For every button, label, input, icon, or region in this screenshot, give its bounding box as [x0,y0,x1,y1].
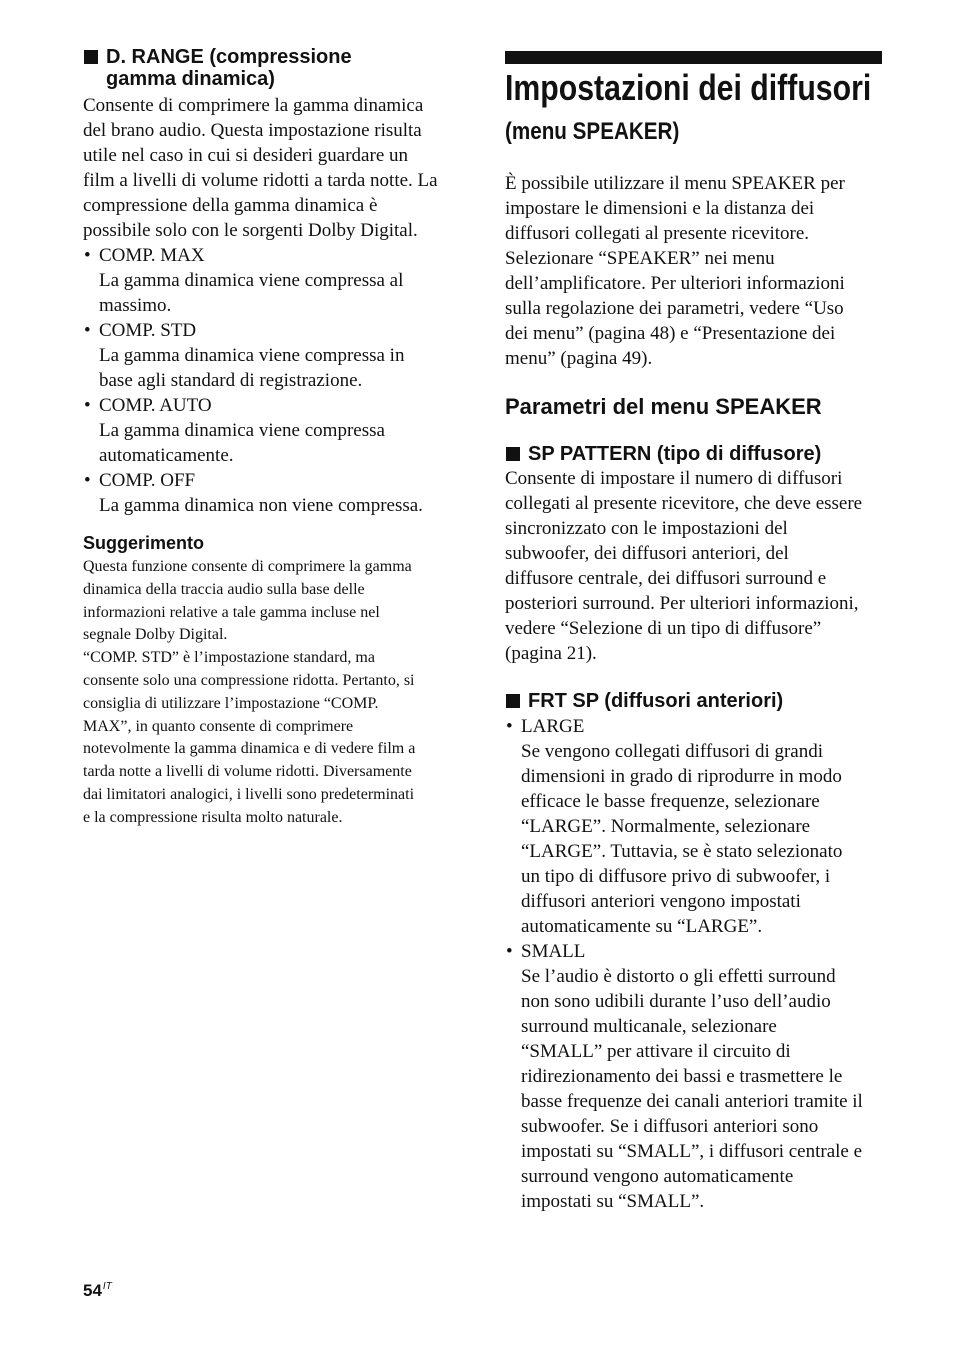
drange-heading [83,46,463,90]
drange-intro: Consente di comprimere la gamma dinamica del brano audio. Questa impostazione risulta utile nel caso in cui si desideri guardare un film a livelli di volume ridotti a tarda notte. La compressione della gamma dinamica è possibile solo con le sorgenti Dolby Digital. [83,95,438,241]
sp-pattern-text: Consente di impostare il numero di diffusori collegati al presente ricevitore, che deve essere sincronizzato con le impostazioni del subwoofer, dei diffusori anteriori, del diffusore centrale, dei diffusori surround e posteriori surround. Per ulteriori informazioni, vedere “Selezione di un tipo di diffusore” (pagina 21). [505,468,863,664]
option-desc: La gamma dinamica viene compressa automaticamente. [99,420,385,466]
bullet-dot-icon: • [84,470,91,491]
list-item [83,468,468,518]
speaker-intro: È possibile utilizzare il menu SPEAKER per impostare le dimensioni e la distanza dei diffusori collegati al presente ricevitore. Selezionare “SPEAKER” nei menu dell’amplificatore. Per ulteriori informazioni sulla regolazione dei parametri, vedere “Uso dei menu” (pagina 48) e “Presentazione dei menu” (pagina 49). [505,173,845,369]
list-item [505,939,890,1214]
option-desc: Se l’audio è distorto o gli effetti surround non sono udibili durante l’uso dell’audio surround multicanale, selezionare “SMALL” per attivare il circuito di ridirezionamento dei bassi e trasmettere le basse frequenze dei canali anteriori tramite il subwoofer. Se i diffusori anteriori sono impostati su “SMALL”, i diffusori centrale e surround vengono automaticamente impostati su “SMALL”. [521,966,863,1212]
option-name: COMP. OFF [99,470,196,491]
option-name: SMALL [521,941,586,962]
square-bullet-icon [506,447,520,461]
option-name: LARGE [521,716,585,737]
option-desc: La gamma dinamica viene compressa al massimo. [99,270,404,316]
tip-title: Suggerimento [83,533,205,553]
option-name: COMP. MAX [99,245,205,266]
page-subtitle: (menu SPEAKER) [505,118,680,145]
sp-pattern-title: SP PATTERN (tipo di diffusore) [528,443,822,465]
frt-sp-heading [505,690,890,712]
option-name: COMP. AUTO [99,395,212,416]
bullet-dot-icon: • [506,716,513,737]
option-name: COMP. STD [99,320,197,341]
title-rule [505,51,882,64]
square-bullet-icon [506,694,520,708]
page-number [83,1281,112,1301]
list-item [83,318,468,393]
section-heading: Parametri del menu SPEAKER [505,394,822,419]
option-desc: La gamma dinamica viene compressa in base agli standard di registrazione. [99,345,405,391]
list-item [83,243,468,318]
frt-sp-options [505,714,890,1214]
page-number-suffix: IT [102,1281,112,1292]
bullet-dot-icon: • [84,320,91,341]
list-item [505,714,890,939]
page-title: Impostazioni dei diffusori [505,67,872,108]
page-number-value: 54 [83,1281,102,1300]
sp-pattern-heading [505,443,890,465]
list-item [83,393,468,468]
bullet-dot-icon: • [506,941,513,962]
drange-title: D. RANGE (compressione gamma dinamica) [106,46,352,90]
bullet-dot-icon: • [84,245,91,266]
drange-options [83,243,468,518]
option-desc: Se vengono collegati diffusori di grandi dimensioni in grado di riprodurre in modo efficace le basse frequenze, selezionare “LARGE”. Normalmente, selezionare “LARGE”. Tuttavia, se è stato selezionato un tipo di diffusore privo di subwoofer, i diffusori anteriori vengono impostati automaticamente su “LARGE”. [521,741,843,937]
option-desc: La gamma dinamica non viene compressa. [99,495,423,516]
tip-text: Questa funzione consente di comprimere la gamma dinamica della traccia audio sulla base delle informazioni relative a tale gamma incluse nel segnale Dolby Digital. “COMP. STD” è l’impostazione standard, ma consente solo una compressione ridotta. Pertanto, si consiglia di utilizzare l’impostazione “COMP. MAX”, in quanto consente di comprimere notevolmente la gamma dinamica e di vedere film a tarda notte a livelli di volume ridotti. Diversamente dai limitatori analogici, i livelli sono predeterminati e la compressione risulta molto naturale. [83,558,416,826]
square-bullet-icon [84,50,98,64]
bullet-dot-icon: • [84,395,91,416]
frt-sp-title: FRT SP (diffusori anteriori) [528,690,784,712]
